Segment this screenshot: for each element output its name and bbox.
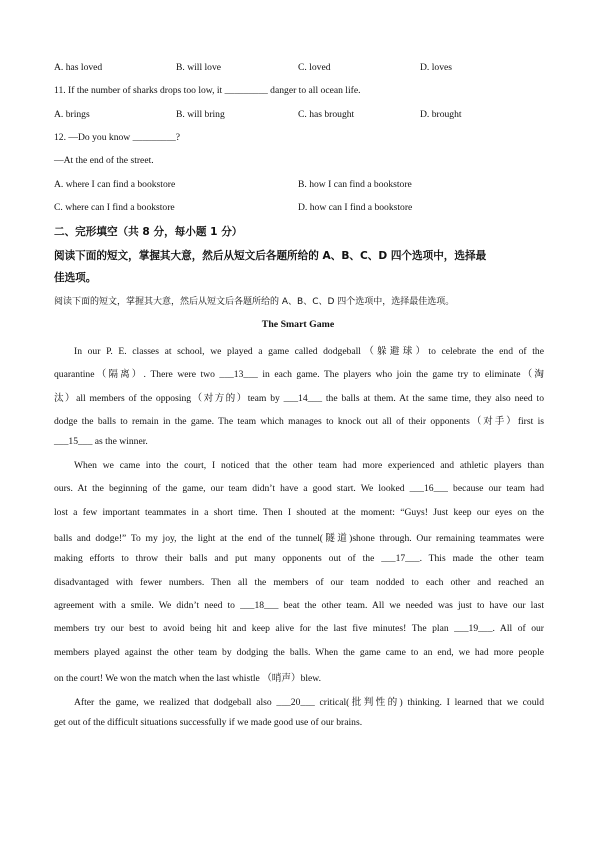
q12-reply: —At the end of the street. xyxy=(54,155,154,166)
q10-option-c: C. loved xyxy=(298,62,331,73)
passage-line: When we came into the court, I noticed that the other team had more experienced and athletic players than xyxy=(74,460,544,471)
passage-line: dodge the balls to remain in the game. The team which manages to knock out all of their opponents（对手）first is xyxy=(54,416,544,427)
passage-line: lost a few important teammates in a short time. Then I shouted at the moment: “Guys! Just keep our eyes on the xyxy=(54,507,544,518)
passage-line: ___15___ as the winner. xyxy=(54,436,148,447)
q10-option-d: D. loves xyxy=(420,62,452,73)
q10-option-b: B. will love xyxy=(176,62,222,73)
passage-line: ours. At the beginning of the game, our team didn’t have a good start. We looked ___16___ because our team had xyxy=(54,483,544,494)
passage-line: get out of the difficult situations successfully if we made good use of our brains. xyxy=(54,717,363,728)
q12-option-a: A. where I can find a bookstore xyxy=(54,179,176,190)
q12-option-d: D. how can I find a bookstore xyxy=(298,202,413,213)
q11-option-c: C. has brought xyxy=(298,109,355,120)
q12-stem: 12. —Do you know _________? xyxy=(54,132,181,143)
passage-line: balls and dodge!” To my joy, the light at the end of the tunnel(隧道)shone through. Our remaining teammates were xyxy=(54,533,544,544)
q10-option-a: A. has loved xyxy=(54,62,103,73)
passage-line: agreement with a smile. We didn’t need to ___18___ beat the other team. All we needed was just to have our last xyxy=(54,600,544,611)
passage-line: members played against the other team by dodging the balls. When the game came to an end, we had more people xyxy=(54,647,544,658)
passage-line: on the court! We won the match when the last whistle （哨声）blew. xyxy=(54,673,321,684)
passage-line: In our P. E. classes at school, we played a game called dodgeball（躲避球）to celebrate the end of the xyxy=(74,346,544,357)
section-instruction-line2: 佳选项。 xyxy=(54,272,97,284)
q12-option-c: C. where can I find a bookstore xyxy=(54,202,175,213)
q12-option-b: B. how I can find a bookstore xyxy=(298,179,412,190)
passage-line: After the game, we realized that dodgeball also ___20___ critical(批判性的) thinking. I learned that we could xyxy=(74,697,544,708)
passage-line: making efforts to throw their balls and put many opponents out of the ___17___. This made the other team xyxy=(54,553,544,564)
section-instruction-line1: 阅读下面的短文，掌握其大意，然后从短文后各题所给的 A、B、C、D 四个选项中，选择最 xyxy=(54,250,487,262)
passage-line: members try our best to avoid being hit and keep alive for the last five minutes! The plan ___19___. All of our xyxy=(54,623,544,634)
section-instruction-repeat: 阅读下面的短文，掌握其大意，然后从短文后各题所给的 A、B、C、D 四个选项中，选择最佳选项。 xyxy=(54,297,455,307)
passage-line: disadvantaged with fewer numbers. Then all the members of our team nodded to each other and reached an xyxy=(54,577,544,588)
q11-option-b: B. will bring xyxy=(176,109,225,120)
q11-stem: 11. If the number of sharks drops too low, it _________ danger to all ocean life. xyxy=(54,85,361,96)
passage-title: The Smart Game xyxy=(261,319,335,330)
passage-line: 汰）all members of the opposing（对方的）team by ___14___ the balls at them. At the same time, they also need to xyxy=(54,393,544,404)
q11-option-d: D. brought xyxy=(420,109,462,120)
q11-option-a: A. brings xyxy=(54,109,90,120)
passage-line: quarantine（隔离）. There were two ___13___ in each game. The players who join the game try to eliminate（淘 xyxy=(54,369,544,380)
section-heading: 二、完形填空（共 8 分，每小题 1 分） xyxy=(54,226,243,238)
